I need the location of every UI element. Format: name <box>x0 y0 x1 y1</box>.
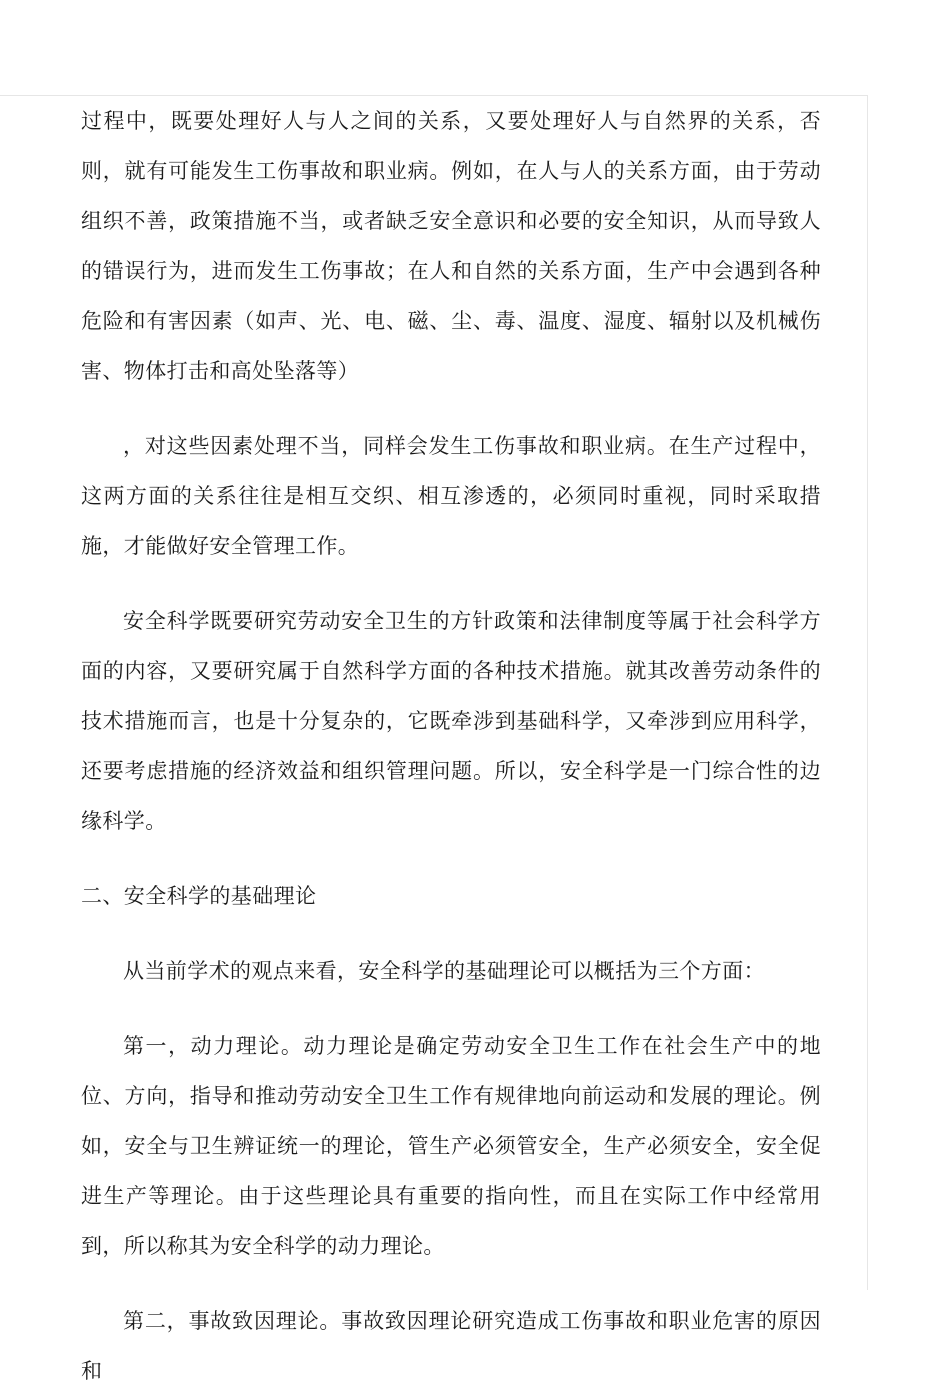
paragraph-gap <box>81 921 821 946</box>
paragraph-gap <box>81 996 821 1021</box>
paragraph-gap <box>81 571 821 596</box>
paragraph-gap <box>81 846 821 871</box>
document-body <box>81 96 821 1396</box>
paragraph-6: 第二，事故致因理论。事故致因理论研究造成工伤事故和职业危害的原因和 <box>81 1309 821 1383</box>
paragraph-gap <box>81 1271 821 1296</box>
paragraph-2: ，对这些因素处理不当，同样会发生工伤事故和职业病。在生产过程中，这两方面的关系往往是相互交织、相互渗透的，必须同时重视，同时采取措施，才能做好安全管理工作。 <box>81 434 821 558</box>
section-heading: 二、安全科学的基础理论 <box>81 884 317 908</box>
paragraph-gap <box>81 396 821 421</box>
paragraph-4: 从当前学术的观点来看，安全科学的基础理论可以概括为三个方面： <box>123 959 765 983</box>
paragraph-1: 过程中，既要处理好人与人之间的关系，又要处理好人与自然界的关系，否则，就有可能发生工伤事故和职业病。例如，在人与人的关系方面，由于劳动组织不善，政策措施不当，或者缺乏安全意识和必要的安全知识，从而导致人的错误行为，进而发生工伤事故；在人和自然的关系方面，生产中会遇到各种危险和有害因素（如声、光、电、磁、尘、毒、温度、湿度、辐射以及机械伤害、物体打击和高处坠落等） <box>81 109 821 383</box>
paragraph-3: 安全科学既要研究劳动安全卫生的方针政策和法律制度等属于社会科学方面的内容，又要研究属于自然科学方面的各种技术措施。就其改善劳动条件的技术措施而言，也是十分复杂的，它既牵涉到基础科学，又牵涉到应用科学，还要考虑措施的经济效益和组织管理问题。所以，安全科学是一门综合性的边缘科学。 <box>81 609 821 833</box>
paragraph-5: 第一，动力理论。动力理论是确定劳动安全卫生工作在社会生产中的地位、方向，指导和推动劳动安全卫生工作有规律地向前运动和发展的理论。例如，安全与卫生辨证统一的理论，管生产必须管安全，生产必须安全，安全促进生产等理论。由于这些理论具有重要的指向性，而且在实际工作中经常用到，所以称其为安全科学的动力理论。 <box>81 1034 821 1258</box>
